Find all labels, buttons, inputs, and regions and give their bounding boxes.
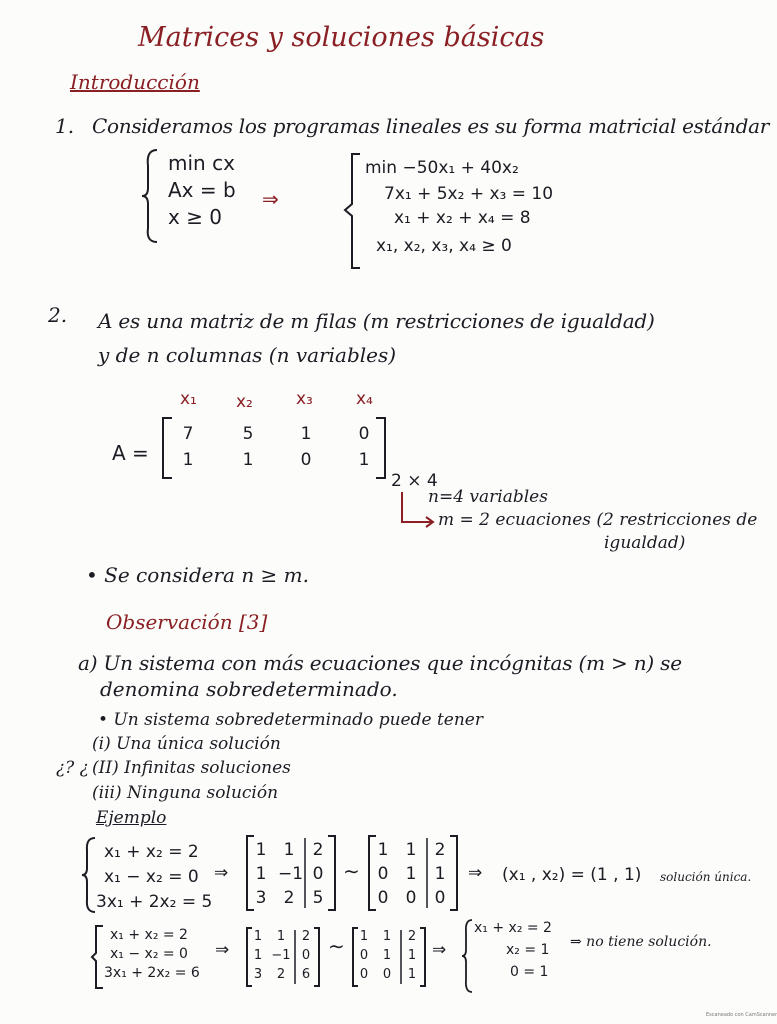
matrix-cell: 1 xyxy=(276,929,286,944)
item1-number: 1. xyxy=(55,114,75,138)
col-header: x₂ xyxy=(236,392,253,412)
matrix-cell: 7 xyxy=(182,424,194,444)
implies-arrow-icon: ⇒ xyxy=(432,940,447,960)
matrix-cell: 0 xyxy=(359,948,369,963)
matrix-cell: 1 xyxy=(255,840,267,860)
equivalence-icon: ∼ xyxy=(343,859,360,883)
matrix-cell: 2 xyxy=(407,929,417,944)
matrix-cell: −1 xyxy=(271,948,291,963)
ex2-matrix-2 xyxy=(350,926,428,988)
ex1-eq: x₁ − x₂ = 0 xyxy=(104,867,199,887)
left-system-line: x ≥ 0 xyxy=(168,205,223,229)
matrix-cell: 0 xyxy=(300,450,312,470)
right-system-line: 7x₁ + 5x₂ + x₃ = 10 xyxy=(384,184,554,204)
matrix-cell: 1 xyxy=(407,948,417,963)
ex1-matrix-2 xyxy=(366,834,460,912)
bullet-condition: • Se considera n ≥ m. xyxy=(86,563,309,587)
matrix-cell: 5 xyxy=(242,424,254,444)
example-heading: Ejemplo xyxy=(96,808,167,828)
left-brace-icon xyxy=(140,148,160,244)
ex2-matrix-1 xyxy=(244,926,322,988)
matrix-cell: 0 xyxy=(377,888,389,908)
matrix-cell: 1 xyxy=(300,424,312,444)
page-title: Matrices y soluciones básicas xyxy=(138,22,545,53)
ex2-result-note: ⇒ no tiene solución. xyxy=(570,934,712,950)
col-header: x₄ xyxy=(356,389,373,409)
matrix-cell: 1 xyxy=(358,450,370,470)
matrix-cell: 6 xyxy=(301,967,311,982)
observation-heading: Observación [3] xyxy=(106,610,268,634)
matrix-cell: 2 xyxy=(434,840,446,860)
question-mark: ¿? ¿ xyxy=(56,758,89,778)
ex2-final-eq: x₁ + x₂ = 2 xyxy=(474,920,552,936)
ex2-result-brace-icon xyxy=(460,918,474,994)
matrix-cell: 1 xyxy=(283,840,295,860)
equivalence-icon: ∼ xyxy=(328,934,345,958)
matrix-cell: 3 xyxy=(253,967,263,982)
item2-line2: y de n columnas (n variables) xyxy=(98,343,397,367)
option-unique: (i) Una única solución xyxy=(92,734,281,754)
col-header: x₁ xyxy=(180,389,197,409)
matrix-cell: 1 xyxy=(253,948,263,963)
ex2-final-eq: 0 = 1 xyxy=(510,964,549,980)
ex2-eq: 3x₁ + 2x₂ = 6 xyxy=(104,965,200,981)
matrix-cell: 0 xyxy=(312,864,324,884)
matrix-cell: 1 xyxy=(182,450,194,470)
matrix-cell: 1 xyxy=(382,929,392,944)
matrix-cell: 0 xyxy=(358,424,370,444)
matrix-cell: 0 xyxy=(377,864,389,884)
scanner-footer: Escaneado con CamScanner xyxy=(706,1012,777,1018)
ex2-eq: x₁ − x₂ = 0 xyxy=(110,946,188,962)
ex1-result-note: solución única. xyxy=(660,870,752,884)
matrix-cell: 1 xyxy=(255,864,267,884)
matrix-cell: 2 xyxy=(276,967,286,982)
right-system-line: x₁, x₂, x₃, x₄ ≥ 0 xyxy=(376,236,512,256)
matrix-cell: 1 xyxy=(405,840,417,860)
option-infinite: (II) Infinitas soluciones xyxy=(92,758,291,778)
n-note: n=4 variables xyxy=(428,487,548,507)
item2-line1: A es una matriz de m filas (m restricciones de igualdad) xyxy=(98,309,655,333)
ex1-eq: 3x₁ + 2x₂ = 5 xyxy=(96,892,213,912)
matrix-cell: 1 xyxy=(377,840,389,860)
matrix-cell: 1 xyxy=(242,450,254,470)
ex2-eq: x₁ + x₂ = 2 xyxy=(110,927,188,943)
matrix-cell: 1 xyxy=(405,864,417,884)
right-brace-icon xyxy=(342,152,364,270)
item1-text: Consideramos los programas lineales es su forma matricial estándar xyxy=(92,114,769,138)
m-note: m = 2 ecuaciones (2 restricciones de xyxy=(438,510,758,530)
matrix-cell: 0 xyxy=(434,888,446,908)
matrix-cell: 0 xyxy=(301,948,311,963)
item2-number: 2. xyxy=(48,303,68,327)
matrix-cell: 2 xyxy=(301,929,311,944)
matrix-dims: 2 × 4 xyxy=(391,471,438,491)
ex2-final-eq: x₂ = 1 xyxy=(506,942,550,958)
matrix-cell: 5 xyxy=(312,888,324,908)
matrix-cell: 0 xyxy=(359,967,369,982)
matrix-cell: 1 xyxy=(382,948,392,963)
implies-arrow-icon: ⇒ xyxy=(214,863,229,883)
matrix-a xyxy=(160,416,388,480)
matrix-cell: 1 xyxy=(434,864,446,884)
matrix-label: A = xyxy=(112,441,149,465)
right-system-line: min −50x₁ + 40x₂ xyxy=(365,158,519,178)
col-header: x₃ xyxy=(296,389,313,409)
right-system-line: x₁ + x₂ + x₄ = 8 xyxy=(394,208,531,228)
implies-arrow-icon: ⇒ xyxy=(468,863,483,883)
option-none: (iii) Ninguna solución xyxy=(92,783,279,803)
matrix-cell: 1 xyxy=(253,929,263,944)
intro-heading: Introducción xyxy=(70,70,200,94)
matrix-cell: 1 xyxy=(407,967,417,982)
left-system-line: Ax = b xyxy=(168,178,236,202)
left-system-line: min cx xyxy=(168,151,235,175)
obs-a-line2: denomina sobredeterminado. xyxy=(100,677,398,701)
matrix-cell: 2 xyxy=(312,840,324,860)
obs-bullet: • Un sistema sobredeterminado puede tener xyxy=(98,710,483,730)
matrix-cell: 0 xyxy=(405,888,417,908)
implies-arrow-icon: ⇒ xyxy=(262,187,279,211)
matrix-cell: 3 xyxy=(255,888,267,908)
ex1-eq: x₁ + x₂ = 2 xyxy=(104,842,199,862)
ex1-result: (x₁ , x₂) = (1 , 1) xyxy=(502,865,642,885)
matrix-cell: 1 xyxy=(359,929,369,944)
obs-a-line1: a) Un sistema con más ecuaciones que incógnitas (m > n) se xyxy=(78,651,682,675)
matrix-cell: 0 xyxy=(382,967,392,982)
matrix-cell: 2 xyxy=(283,888,295,908)
m-note-cont: igualdad) xyxy=(604,533,686,553)
matrix-cell: −1 xyxy=(278,864,304,884)
implies-arrow-icon: ⇒ xyxy=(215,940,230,960)
ex1-matrix-1 xyxy=(244,834,338,912)
